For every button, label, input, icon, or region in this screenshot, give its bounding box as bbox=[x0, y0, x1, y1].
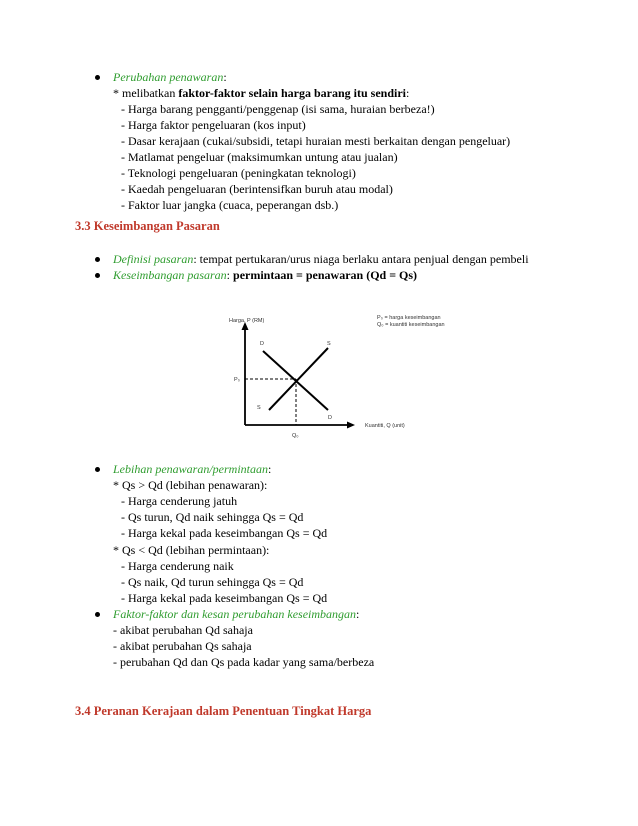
legend-q0: Q₀ = kuantiti keseimbangan bbox=[377, 322, 445, 328]
bullet-dot bbox=[95, 467, 100, 472]
penawaran-item: - Teknologi pengeluaran (peningkatan teknologi) bbox=[121, 166, 356, 180]
definisi-pasaran-line: Definisi pasaran: tempat pertukaran/urus niaga berlaku antara penjual dengan pembeli bbox=[113, 252, 529, 266]
faktor-kesan-line: - akibat perubahan Qs sahaja bbox=[113, 639, 252, 653]
penawaran-item: - Harga barang pengganti/penggenap (isi sama, huraian berbeza!) bbox=[121, 102, 435, 116]
perubahan-penawaran-intro: * melibatkan faktor-faktor selain harga barang itu sendiri: bbox=[113, 86, 410, 100]
bullet-dot bbox=[95, 75, 100, 80]
lebihan-line: - Harga kekal pada keseimbangan Qs = Qd bbox=[121, 526, 328, 540]
faktor-kesan-line: - perubahan Qd dan Qs pada kadar yang sama/berbeza bbox=[113, 655, 375, 669]
label-d-top: D bbox=[260, 341, 264, 347]
perubahan-penawaran-title: Perubahan penawaran bbox=[113, 70, 224, 84]
faktor-kesan-line: - akibat perubahan Qd sahaja bbox=[113, 623, 253, 637]
faktor-kesan-title-line: Faktor-faktor dan kesan perubahan keseimbangan: bbox=[113, 607, 360, 621]
y-axis-label: Harga, P (RM) bbox=[229, 318, 265, 324]
faktor-kesan-title: Faktor-faktor dan kesan perubahan keseimbangan bbox=[113, 607, 357, 621]
penawaran-item: - Kaedah pengeluaran (berintensifkan buruh atau modal) bbox=[121, 182, 393, 196]
lebihan-line: - Qs naik, Qd turun sehingga Qs = Qd bbox=[121, 575, 304, 589]
label-q0: Q₀ bbox=[292, 433, 299, 439]
label-s-top: S bbox=[327, 341, 331, 347]
section-heading-3-3: 3.3 Keseimbangan Pasaran bbox=[75, 219, 220, 233]
lebihan-line: - Harga kekal pada keseimbangan Qs = Qd bbox=[121, 591, 328, 605]
penawaran-item: - Dasar kerajaan (cukai/subsidi, tetapi huraian mesti berkaitan dengan pengeluar) bbox=[121, 134, 511, 148]
perubahan-penawaran-title-line: Perubahan penawaran: bbox=[113, 70, 227, 84]
equilibrium-diagram-svg bbox=[225, 313, 445, 448]
label-d-bottom: D bbox=[328, 415, 332, 421]
lebihan-line: - Harga cenderung jatuh bbox=[121, 494, 238, 508]
label-s-bottom: S bbox=[257, 405, 261, 411]
keseimbangan-pasaran-title: Keseimbangan pasaran bbox=[113, 268, 227, 282]
bullet-dot bbox=[95, 257, 100, 262]
x-axis-arrow bbox=[347, 422, 355, 429]
penawaran-item: - Harga faktor pengeluaran (kos input) bbox=[121, 118, 306, 132]
penawaran-item: - Faktor luar jangka (cuaca, peperangan dsb.) bbox=[121, 198, 339, 212]
lebihan-line: * Qs > Qd (lebihan penawaran): bbox=[113, 478, 268, 492]
lebihan-line: - Harga cenderung naik bbox=[121, 559, 234, 573]
legend-p0: P₀ = harga keseimbangan bbox=[377, 315, 441, 321]
penawaran-item: - Matlamat pengeluar (maksimumkan untung atau jualan) bbox=[121, 150, 398, 164]
bullet-dot bbox=[95, 273, 100, 278]
definisi-pasaran-title: Definisi pasaran bbox=[113, 252, 194, 266]
bullet-dot bbox=[95, 612, 100, 617]
lebihan-title: Lebihan penawaran/permintaan bbox=[113, 462, 268, 476]
lebihan-line: * Qs < Qd (lebihan permintaan): bbox=[113, 543, 270, 557]
equilibrium-diagram bbox=[225, 313, 445, 448]
x-axis-label: Kuantiti, Q (unit) bbox=[365, 423, 405, 429]
lebihan-line: - Qs turun, Qd naik sehingga Qs = Qd bbox=[121, 510, 304, 524]
section-heading-3-4: 3.4 Peranan Kerajaan dalam Penentuan Tingkat Harga bbox=[75, 704, 372, 718]
label-p0: P₀ bbox=[234, 377, 240, 383]
lebihan-title-line: Lebihan penawaran/permintaan: bbox=[113, 462, 272, 476]
keseimbangan-pasaran-line: Keseimbangan pasaran: permintaan = penawaran (Qd = Qs) bbox=[113, 268, 418, 282]
